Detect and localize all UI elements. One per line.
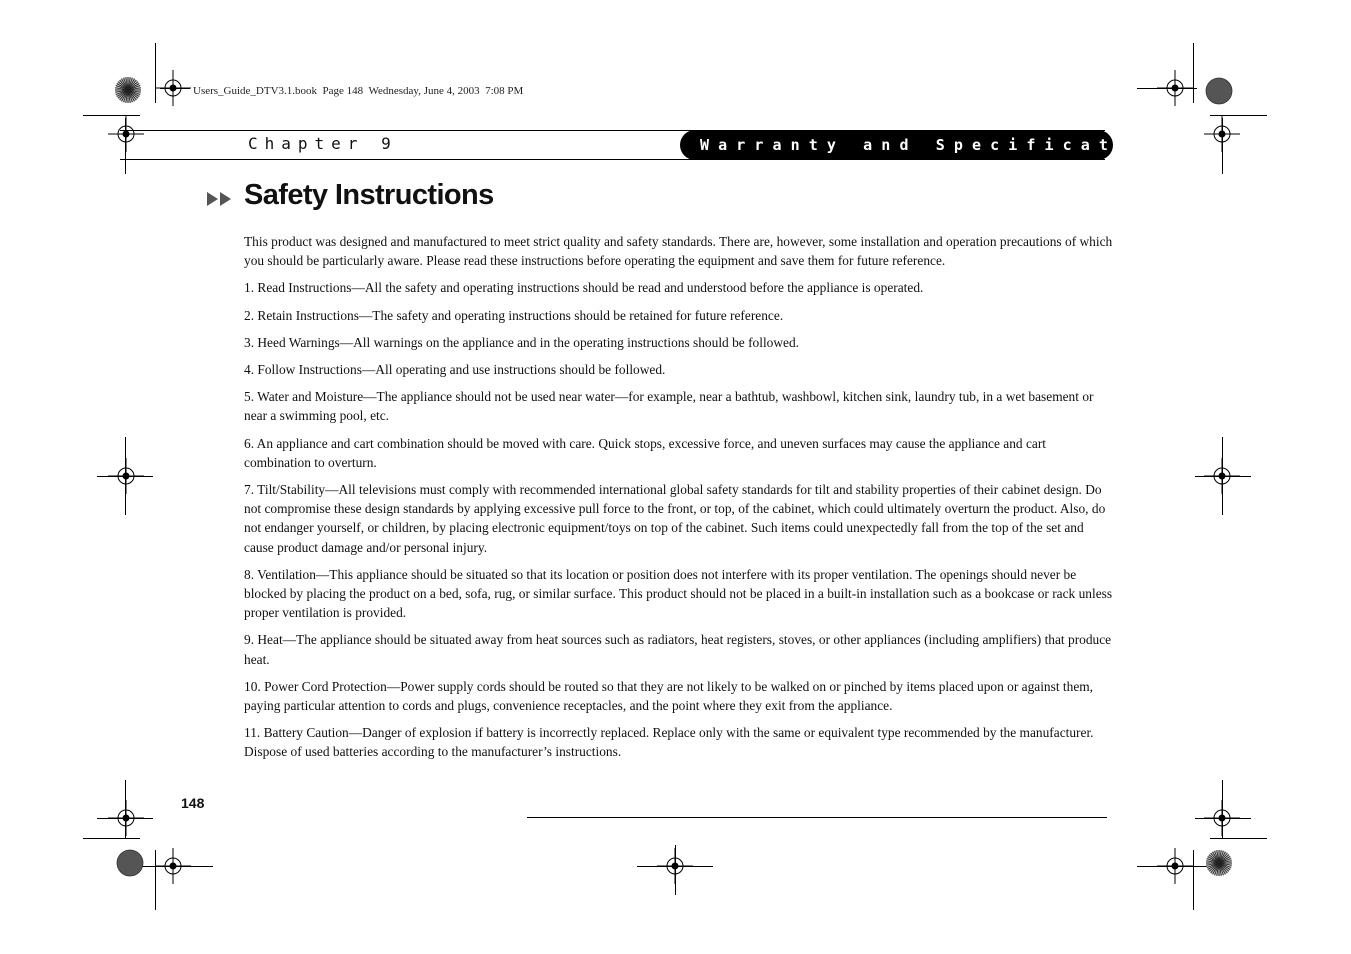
color-wheel-icon [1205, 77, 1233, 105]
registration-target-icon [655, 846, 695, 886]
crop-mark-icon [1210, 838, 1267, 839]
double-right-arrow-icon [207, 191, 233, 207]
registration-target-icon [1202, 456, 1242, 496]
chapter-label: Chapter 9 [248, 134, 398, 153]
instruction-item: 1. Read Instructions—All the safety and operating instructions should be read and understood before the appliance is operated. [244, 280, 924, 296]
page-number: 148 [181, 795, 205, 811]
instruction-item: 11. Battery Caution—Danger of explosion if battery is incorrectly replaced. Replace only with the same or equivalent type recommended by the manufacturer. Dispose of used batteries according to the manufacturer’s instructions. [244, 725, 1094, 760]
color-wheel-icon [116, 849, 144, 877]
registration-target-icon [1202, 114, 1242, 154]
registration-target-icon [153, 68, 193, 108]
intro-paragraph: This product was designed and manufactured to meet strict quality and safety standards. There are, however, some installation and operation precautions of which you should be particularly aware. Please read these instructions before operating the equipment and save them for future reference. [244, 234, 1113, 269]
instruction-item: 8. Ventilation—This appliance should be situated so that its location or position does not interfere with its proper ventilation. The openings should never be blocked by placing the product on a bed, sofa, rug, or similar surface. This product should not be placed in a built-in installation such as a bookcase or rack unless proper ventilation is provided. [244, 566, 1113, 621]
instruction-item: 6. An appliance and cart combination should be moved with care. Quick stops, excessive force, and uneven surfaces may cause the appliance and cart combination to overturn. [244, 435, 1047, 470]
page-title: Safety Instructions [244, 179, 494, 211]
instruction-item: 4. Follow Instructions—All operating and use instructions should be followed. [244, 362, 666, 378]
registration-target-icon [1155, 846, 1195, 886]
instruction-item: 5. Water and Moisture—The appliance should not be used near water—for example, near a bathtub, washbowl, kitchen sink, laundry tub, in a wet basement or near a swimming pool, etc. [244, 389, 1094, 424]
print-slug: Users_Guide_DTV3.1.book Page 148 Wednesday, June 4, 2003 7:08 PM [193, 85, 524, 97]
registration-target-icon [106, 798, 146, 838]
instruction-item: 7. Tilt/Stability—All televisions must comply with recommended international global safety standards for tilt and stability properties of their cabinet design. Do not compromise these design standards by applying excessive pull force to the front, or top, of the cabinet, which could ultimately overturn the product. Also, do not endanger yourself, or children, by placing electronic equipment/toys on top of the cabinet. Such items could unexpectedly fall from the top of the set and cause product damage and/or personal injury. [244, 482, 1106, 555]
registration-target-icon [153, 846, 193, 886]
registration-target-icon [1155, 68, 1195, 108]
instruction-item: 3. Heed Warnings—All warnings on the appliance and in the operating instructions should be followed. [244, 334, 800, 350]
instruction-item: 2. Retain Instructions—The safety and operating instructions should be retained for future reference. [244, 307, 784, 323]
document-body [244, 232, 1116, 770]
registration-target-icon [106, 456, 146, 496]
instruction-item: 9. Heat—The appliance should be situated away from heat sources such as radiators, heat registers, stoves, or other appliances (including amplifiers) that produce heat. [244, 632, 1112, 667]
instruction-item: 10. Power Cord Protection—Power supply cords should be routed so that they are not likely to be walked on or pinched by items placed upon or against them, paying particular attention to cords and plugs, convenience receptacles, and the point where they exit from the appliance. [244, 678, 1094, 714]
section-title-pill: Warranty and Specifications [680, 130, 1113, 160]
registration-target-icon [106, 114, 146, 154]
footer-rule [527, 817, 1107, 818]
crop-mark-icon [83, 838, 140, 839]
registration-target-icon [1202, 798, 1242, 838]
color-wheel-icon [1205, 849, 1233, 877]
color-wheel-icon [114, 76, 142, 104]
